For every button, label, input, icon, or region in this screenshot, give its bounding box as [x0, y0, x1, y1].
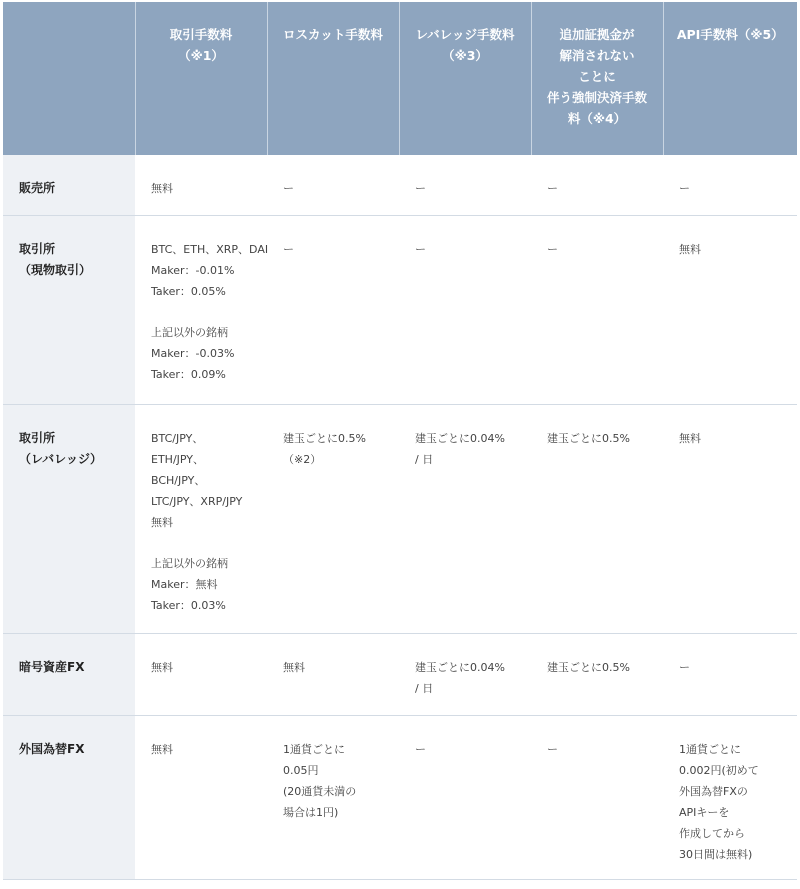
table-cell	[531, 215, 663, 404]
text-line: 取引手数料	[169, 27, 233, 42]
table-row	[3, 155, 797, 215]
text-line: 取引所	[19, 241, 56, 256]
text-line: 取引所	[19, 430, 56, 445]
block-spacer	[151, 302, 267, 322]
text-line: ロスカット手数料	[283, 27, 383, 42]
text-line: ー	[415, 242, 426, 256]
text-line: ー	[283, 242, 294, 256]
text-line: BTC/JPY、	[151, 431, 204, 445]
text-line: 販売所	[19, 181, 56, 195]
table-cell	[663, 155, 797, 215]
text-line: Maker：-0.01%	[151, 263, 235, 277]
text-line: 無料	[283, 660, 305, 674]
text-line: LTC/JPY、XRP/JPY	[151, 494, 243, 508]
text-line: Maker：無料	[151, 577, 218, 591]
text-line: ー	[283, 182, 294, 195]
text-line: 1通貨ごとに	[679, 742, 741, 756]
text-line: Taker：0.05%	[151, 284, 226, 298]
table-cell	[399, 715, 531, 879]
text-line: 料（※4）	[567, 111, 627, 126]
text-line: BTC、ETH、XRP、DAI	[151, 242, 269, 256]
text-line: ー	[547, 242, 558, 256]
text-line: 30日間は無料)	[679, 847, 753, 861]
table-row	[3, 633, 797, 715]
text-line: 建玉ごとに0.04%	[415, 660, 505, 674]
text-line: 建玉ごとに0.5%	[547, 431, 630, 445]
table-cell	[531, 404, 663, 633]
text-line: ー	[679, 660, 690, 674]
text-line: 無料	[151, 660, 173, 674]
table-cell	[531, 633, 663, 715]
text-line: 無料	[151, 515, 173, 529]
table-body	[3, 155, 797, 879]
column-header	[663, 2, 797, 155]
text-line: 建玉ごとに0.5%	[283, 431, 366, 445]
text-line: Taker：0.09%	[151, 367, 226, 381]
table-cell	[531, 155, 663, 215]
table-cell	[135, 215, 267, 404]
block-spacer	[151, 533, 267, 553]
row-header	[3, 715, 135, 879]
table-row	[3, 404, 797, 633]
table-cell	[663, 215, 797, 404]
table-cell	[663, 404, 797, 633]
text-line: （※2）	[283, 452, 322, 466]
table-cell	[663, 633, 797, 715]
table-cell	[267, 404, 399, 633]
text-line: 建玉ごとに0.04%	[415, 431, 505, 445]
text-line: （※1）	[178, 48, 224, 63]
text-line: （※3）	[442, 48, 488, 63]
table-row	[3, 215, 797, 404]
table-cell	[267, 715, 399, 879]
text-line: 上記以外の銘柄	[151, 556, 228, 570]
table-row	[3, 715, 797, 879]
table-cell	[531, 715, 663, 879]
text-line: / 日	[415, 681, 434, 695]
text-line: 外国為替FX	[19, 741, 85, 756]
text-line: ー	[679, 182, 690, 195]
text-line: （レバレッジ）	[19, 451, 103, 466]
text-line: 無料	[151, 742, 173, 756]
row-header	[3, 155, 135, 215]
text-line: 作成してから	[679, 826, 745, 840]
text-line: API手数料（※5）	[676, 27, 784, 42]
text-line: 解消されない	[559, 48, 635, 63]
column-header	[399, 2, 531, 155]
table-cell	[399, 155, 531, 215]
text-line: 伴う強制決済手数	[546, 90, 647, 105]
text-line: 0.05円	[283, 763, 319, 777]
text-line: ー	[547, 182, 558, 195]
column-header	[531, 2, 663, 155]
text-line: ー	[415, 182, 426, 195]
table-cell	[267, 215, 399, 404]
text-line: 追加証拠金が	[559, 27, 635, 42]
table-cell	[267, 633, 399, 715]
row-header	[3, 215, 135, 404]
text-line: Taker：0.03%	[151, 598, 226, 612]
text-line: 建玉ごとに0.5%	[547, 660, 630, 674]
text-line: 無料	[679, 242, 701, 256]
row-header	[3, 633, 135, 715]
table-cell	[135, 715, 267, 879]
text-line: ことに	[578, 69, 616, 84]
row-header	[3, 404, 135, 633]
text-line: ETH/JPY、	[151, 452, 205, 466]
text-line: Maker：-0.03%	[151, 346, 235, 360]
column-header	[267, 2, 399, 155]
table-cell	[135, 155, 267, 215]
table-cell	[135, 633, 267, 715]
table-cell	[267, 155, 399, 215]
text-line: 上記以外の銘柄	[151, 325, 228, 339]
text-line: 暗号資産FX	[19, 659, 85, 674]
text-line: 外国為替FXの	[679, 784, 748, 798]
table-cell	[399, 215, 531, 404]
table-cell	[135, 404, 267, 633]
text-line: 1通貨ごとに	[283, 742, 345, 756]
text-line: APIキーを	[679, 805, 730, 819]
text-line: レバレッジ手数料	[415, 27, 515, 42]
text-line: 無料	[151, 182, 173, 195]
text-line: 0.002円(初めて	[679, 763, 759, 777]
text-line: / 日	[415, 452, 434, 466]
fee-table	[3, 2, 797, 880]
text-line: 無料	[679, 431, 701, 445]
text-line: （現物取引）	[19, 262, 92, 277]
table-header-row	[3, 2, 797, 155]
header-corner-cell	[3, 2, 135, 155]
text-line: ー	[415, 742, 426, 756]
text-line: (20通貨未満の	[283, 784, 357, 798]
table-cell	[399, 633, 531, 715]
table-cell	[663, 715, 797, 879]
text-line: 場合は1円)	[283, 805, 339, 819]
text-line: BCH/JPY、	[151, 473, 206, 487]
table-cell	[399, 404, 531, 633]
column-header	[135, 2, 267, 155]
text-line: ー	[547, 742, 558, 756]
